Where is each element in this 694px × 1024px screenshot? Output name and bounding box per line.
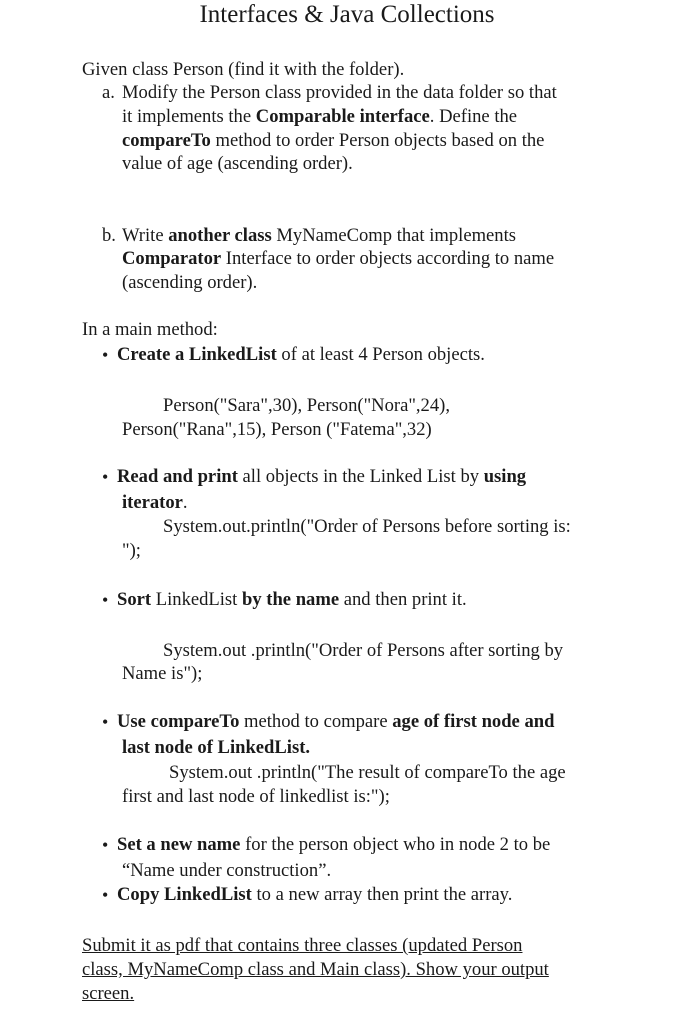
page-title: Interfaces & Java Collections [199,1,495,28]
bullet-4-line-1: Use compareTo method to compare age of first node and [117,711,555,732]
bullet-glyph: • [102,467,109,487]
bullet-4-line-2: last node of LinkedList. [122,737,311,758]
bullet-3-code-1: System.out .println("Order of Persons after sorting by [163,640,564,661]
bullet-glyph: • [102,835,109,855]
bullet-3-code-2: Name is"); [122,663,203,684]
bullet-2-code-1: System.out.println("Order of Persons before sorting is: [163,516,571,537]
part-a-line-4: value of age (ascending order). [122,153,353,174]
part-b-line-3: (ascending order). [122,272,258,293]
part-b-marker: b. [102,225,116,246]
bullet-1-text: Create a LinkedList of at least 4 Person objects. [117,344,485,365]
submit-line-3: screen. [82,983,135,1004]
part-a-line-1: Modify the Person class provided in the data folder so that [122,82,557,103]
bullet-5-line-1: Set a new name for the person object who in node 2 to be [117,834,551,855]
bullet-2-code-2: "); [122,540,141,561]
bullet-glyph: • [102,590,109,610]
persons-line-2: Person("Rana",15), Person ("Fatema",32) [122,419,432,440]
bullet-glyph: • [102,712,109,732]
part-a-line-3: compareTo method to order Person objects based on the [122,130,545,151]
bullet-5-line-2: “Name under construction”. [122,860,332,881]
bullet-glyph: • [102,885,109,905]
bullet-4-code-2: first and last node of linkedlist is:"); [122,786,390,807]
bullet-glyph: • [102,345,109,365]
part-b-line-2: Comparator Interface to order objects according to name [122,248,555,269]
submit-line-1: Submit it as pdf that contains three classes (updated Person [82,935,523,956]
part-a-marker: a. [102,82,115,103]
bullet-2-line-2: iterator. [122,492,188,513]
persons-line-1: Person("Sara",30), Person("Nora",24), [163,395,450,416]
bullet-6-text: Copy LinkedList to a new array then print the array. [117,884,513,905]
main-heading: In a main method: [82,319,218,340]
bullet-4-code-1: System.out .println("The result of compareTo the age [169,762,566,783]
bullet-3-line-1: Sort LinkedList by the name and then print it. [117,589,467,610]
bullet-2-line-1: Read and print all objects in the Linked List by using [117,466,527,487]
submit-line-2: class, MyNameComp class and Main class). Show your output [82,959,549,980]
part-b-line-1: Write another class MyNameComp that implements [122,225,516,246]
intro-text: Given class Person (find it with the folder). [82,59,405,80]
part-a-line-2: it implements the Comparable interface. Define the [122,106,518,127]
